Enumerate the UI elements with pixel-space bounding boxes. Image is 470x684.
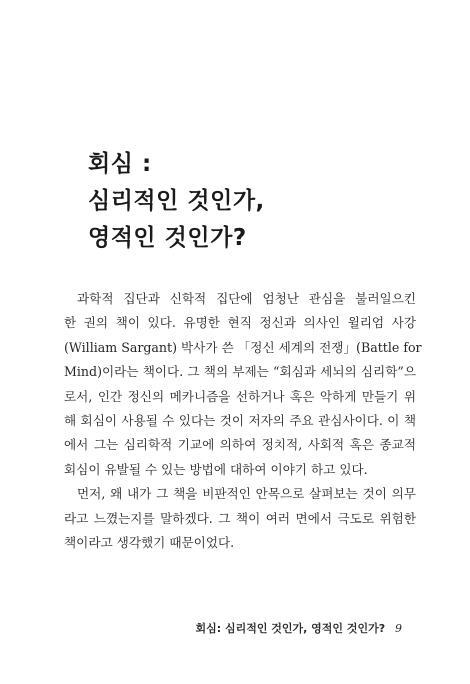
text-line: 먼저, 왜 내가 그 책을 비판적인 안목으로 살펴보는 것이 의무 (77, 486, 416, 502)
text-line: 에서 그는 심리학적 기교에 의하여 정치적, 사회적 혹은 종교적 (64, 437, 416, 453)
chapter-title-line-2: 심리적인 것인가, (88, 188, 265, 214)
paragraph-2 (64, 482, 416, 555)
body-text (64, 287, 422, 555)
text-line: 로서, 인간 정신의 메카니즘을 선하거나 혹은 악하게 만들기 위 (64, 388, 416, 404)
text-line: (William Sargant) 박사가 쓴 「정신 세계의 전쟁」(Battle for (64, 339, 422, 355)
chapter-title-line-3: 영적인 것인가? (88, 225, 247, 251)
text-line: 해 회심이 사용될 수 있다는 것이 저자의 주요 관심사이다. 이 책 (64, 413, 416, 429)
text-line: 회심이 유발될 수 있는 방법에 대하여 이야기 하고 있다. (64, 461, 368, 477)
text-line: 과학적 집단과 신학적 집단에 엄청난 관심을 불러일으킨 (77, 291, 416, 306)
chapter-title-line-1: 회심 : (88, 151, 152, 177)
text-line: 한 권의 책이 있다. 유명한 현직 정신과 의사인 윌리엄 사강 (64, 315, 416, 331)
text-line: 라고 느꼈는지를 말하겠다. 그 책이 여러 면에서 극도로 위험한 (64, 510, 416, 526)
page-number: 9 (395, 622, 402, 635)
text-line: 책이라고 생각했기 때문이었다. (64, 535, 235, 551)
text-line: Mind)이라는 책이다. 그 책의 부제는 “회심과 세뇌의 심리학”으 (64, 364, 416, 380)
paragraph-1 (64, 287, 422, 482)
page-footer (195, 620, 402, 636)
chapter-title (88, 146, 428, 257)
running-head: 회심: 심리적인 것인가, 영적인 것인가? (195, 622, 386, 635)
